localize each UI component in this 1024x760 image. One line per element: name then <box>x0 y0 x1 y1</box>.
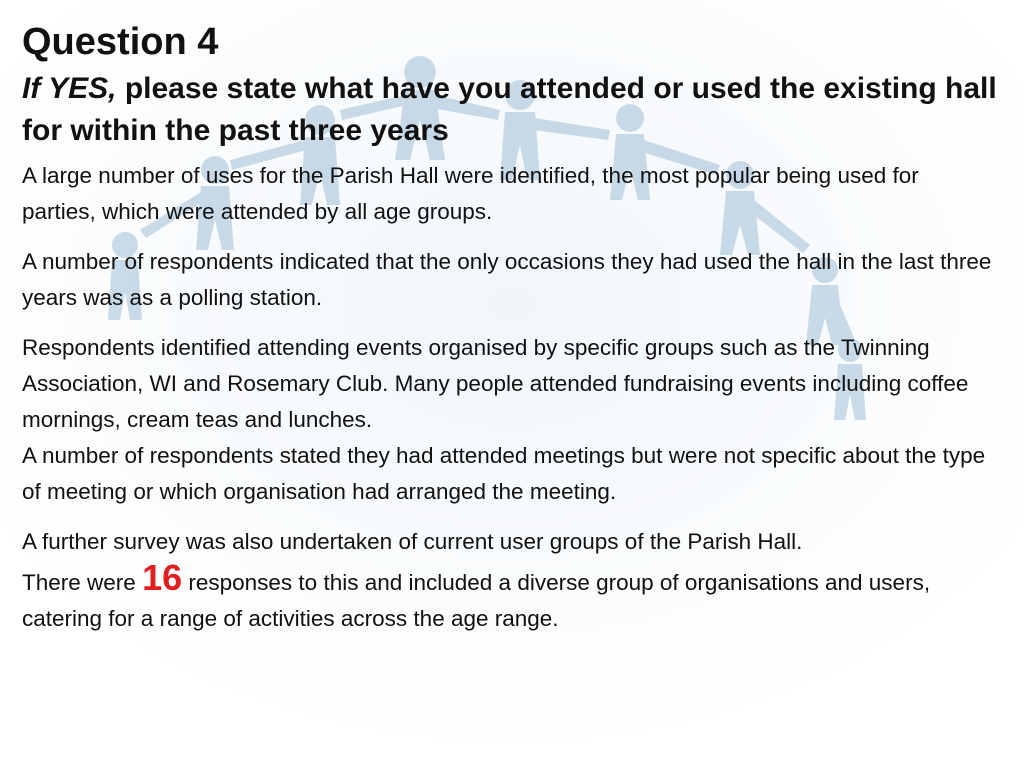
responses-before: There were <box>22 570 143 595</box>
paragraph-survey: A further survey was also undertaken of current user groups of the Parish Hall. <box>22 529 803 554</box>
paragraph-groups: Respondents identified attending events organised by specific groups such as the Twinning Association, WI and Rosemary Club. Many people attended fundraising events including coffee mornings, cream teas and lunches. <box>22 335 969 432</box>
slide-title: Question 4 <box>22 21 219 63</box>
paragraph-polling: A number of respondents indicated that the only occasions they had used the hall in the last three years was as a polling station. <box>22 249 992 310</box>
question-lead: If YES, <box>22 72 117 105</box>
responses-after: responses to this and included a diverse group of organisations and users, catering for a range of activities across the age range. <box>22 570 931 631</box>
question-text <box>22 68 997 152</box>
paragraph-responses <box>22 557 997 637</box>
question-rest: please state what have you attended or used the existing hall for within the past three years <box>22 72 997 147</box>
paragraph-meetings: A number of respondents stated they had attended meetings but were not specific about the type of meeting or which organisation had arranged the meeting. <box>22 443 986 504</box>
response-count: 16 <box>142 557 183 598</box>
paragraph-uses: A large number of uses for the Parish Hall were identified, the most popular being used for parties, which were attended by all age groups. <box>22 163 919 224</box>
slide-content <box>22 18 997 651</box>
